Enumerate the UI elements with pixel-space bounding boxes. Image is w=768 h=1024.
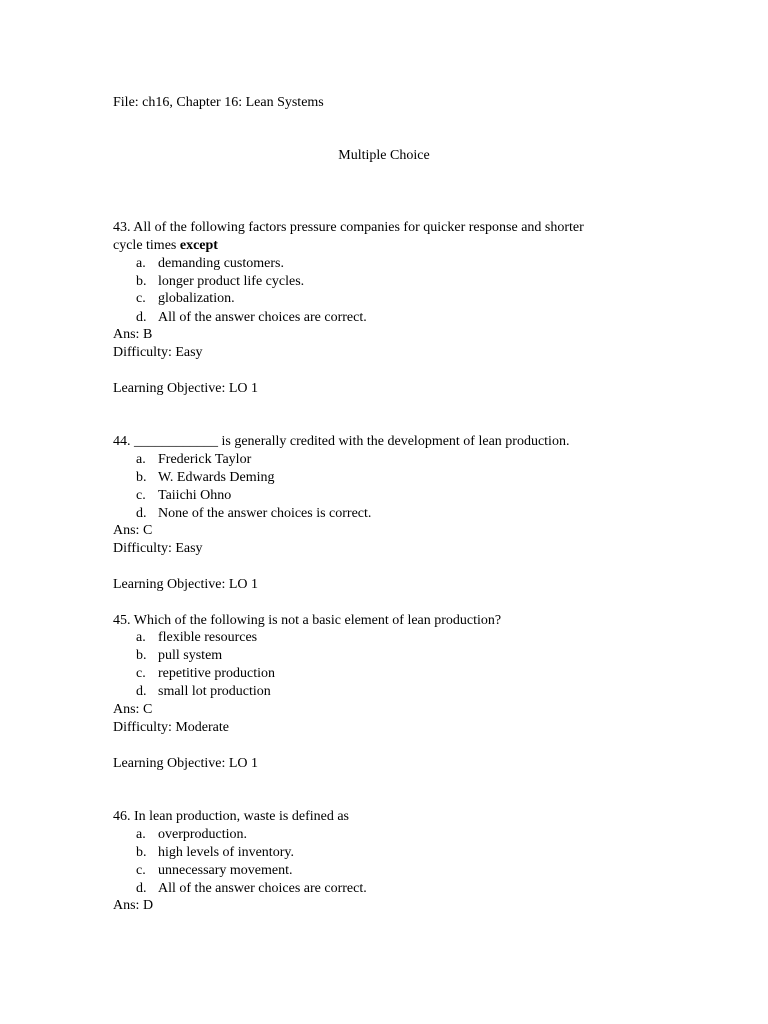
answer: Ans: C (113, 702, 153, 717)
answer: Ans: C (113, 523, 153, 538)
learning-objective: Learning Objective: LO 1 (113, 381, 259, 396)
question-stem: 44. ____________ is generally credited with the development of lean production. (113, 434, 570, 449)
section-title: Multiple Choice (338, 148, 430, 163)
difficulty: Difficulty: Moderate (113, 720, 229, 735)
answer: Ans: B (113, 327, 153, 342)
question-stem: 43. All of the following factors pressure companies for quicker response and shorter (113, 220, 584, 235)
difficulty: Difficulty: Easy (113, 541, 203, 556)
file-line: File: ch16, Chapter 16: Lean Systems (113, 95, 324, 110)
question-stem-continued (113, 237, 218, 255)
answer: Ans: D (113, 898, 154, 913)
stem-emphasis: except (179, 238, 218, 253)
difficulty: Difficulty: Easy (113, 345, 203, 360)
stem-text: cycle times (113, 238, 180, 253)
learning-objective: Learning Objective: LO 1 (113, 756, 259, 771)
learning-objective: Learning Objective: LO 1 (113, 577, 259, 592)
question-stem: 45. Which of the following is not a basic element of lean production? (113, 613, 502, 628)
question-stem: 46. In lean production, waste is defined as (113, 809, 349, 824)
